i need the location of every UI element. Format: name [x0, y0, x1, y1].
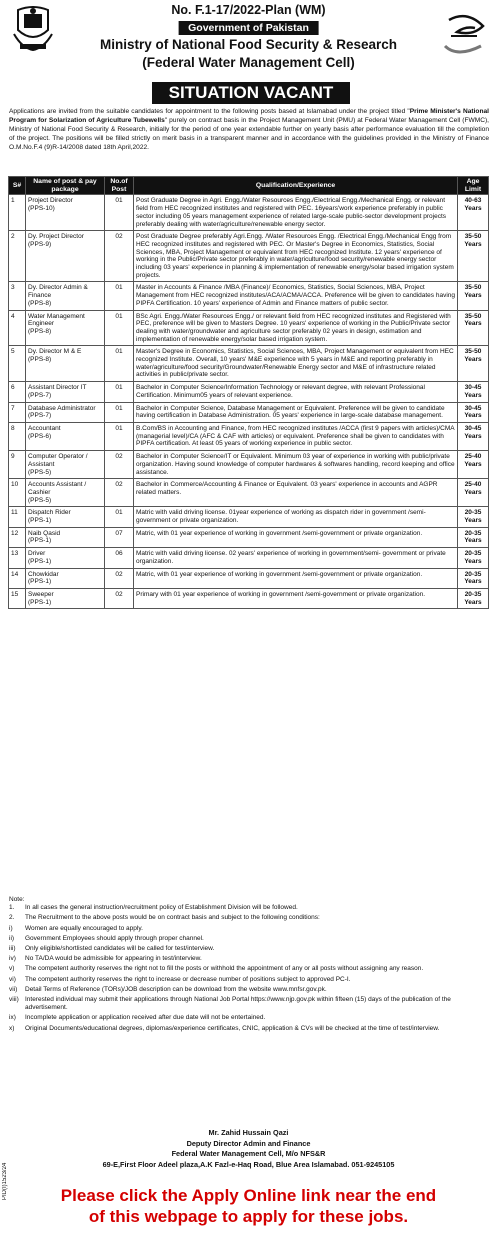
note-text: Only eligible/shortlisted candidates will be called for test/interview.	[25, 945, 215, 953]
ad-header	[0, 0, 497, 88]
note-marker: iv)	[9, 955, 16, 963]
col-qualification: Qualification/Experience	[134, 177, 458, 195]
qualification: B.Com/BS in Accounting and Finance, from HEC recognized institutes /ACCA (first 9 papers with articles)/CMA (managerial level)/CA (AFC & CAF with articles) or equivalent. Preference shall be given to candidates with PIPFA certification. At least 05 years of working experience in public sector.	[134, 422, 458, 450]
post-count: 02	[105, 588, 134, 608]
table-row	[9, 195, 489, 231]
age-limit: 25-40 Years	[458, 451, 489, 479]
situation-vacant-banner: SITUATION VACANT	[152, 82, 350, 104]
note-item	[9, 945, 489, 953]
post-name: Accountant (PPS-6)	[26, 422, 105, 450]
row-number: 5	[9, 346, 26, 382]
signatory-name: Mr. Zahid Hussain Qazi	[208, 1128, 289, 1137]
qualification: Matric, with 01 year experience of working in government /semi-government or private organization.	[134, 568, 458, 588]
qualification: Post Graduate Degree preferably Agri.Engg. /Water Resources Engg. /Electrical Engg./Mechanical Engg from HEC recognized institutes and registered with PEC. Or Master's Degree in Economics, Statistics, Social Sciences, MBA, Project Management or equivalent from HEC recognized Institute. 12 years' experience of working in the Public/Private sector preferably in water/agriculture/food security/renewable energy sector including 03 years' experience in planning & implementation of renewable energy/solar based irrigation system projects.	[134, 231, 458, 282]
pid-number: PID(I)1523/24	[2, 1162, 8, 1200]
note-marker: iii)	[9, 945, 16, 953]
post-count: 02	[105, 451, 134, 479]
post-name: Dy. Director Admin & Finance (PPS-8)	[26, 282, 105, 310]
istehkam-logo-icon	[437, 6, 491, 60]
age-limit: 35-50 Years	[458, 310, 489, 346]
qualification: Bachelor in Commerce/Accounting & Finance or Equivalent. 03 years' experience in accounts and AGPR related matters.	[134, 479, 458, 507]
qualification: Primary with 01 year experience of working in government /semi-government or private organization.	[134, 588, 458, 608]
table-row	[9, 588, 489, 608]
age-limit: 30-45 Years	[458, 422, 489, 450]
note-marker: vii)	[9, 985, 18, 993]
note-text: In all cases the general instruction/recruitment policy of Establishment Division will be followed.	[25, 904, 298, 912]
note-text: No TA/DA would be admissible for appearing in test/interview.	[25, 955, 202, 963]
post-count: 02	[105, 479, 134, 507]
age-limit: 25-40 Years	[458, 479, 489, 507]
row-number: 1	[9, 195, 26, 231]
note-marker: ix)	[9, 1014, 16, 1022]
qualification: Master in Accounts & Finance /MBA (Finance)/ Economics, Statistics, Social Sciences, MBA, Project Management from HEC recognized institutes/ACA/ACMA/ACCA. Preference will be given to candidates having PIPFA Certification. 10 years' experience of Admin and Finance matters of public sector.	[134, 282, 458, 310]
post-name: Accounts Assistant / Cashier (PPS-5)	[26, 479, 105, 507]
table-row	[9, 451, 489, 479]
age-limit: 35-50 Years	[458, 282, 489, 310]
note-text: Government Employees should apply through proper channel.	[25, 934, 204, 942]
row-number: 8	[9, 422, 26, 450]
note-item	[9, 1025, 489, 1033]
note-text: Original Documents/educational degrees, diplomas/experience certificates, CNIC, application & CVs will be checked at the time of test/interview.	[25, 1024, 440, 1032]
note-marker: 1.	[9, 904, 15, 912]
note-text: Women are equally encouraged to apply.	[25, 924, 143, 932]
ministry-title: Ministry of National Food Security & Research	[99, 37, 398, 52]
apply-notice-line: Please click the Apply Online link near the end	[60, 1186, 437, 1205]
note-text: Incomplete application or application received after due date will not be entertained.	[25, 1014, 266, 1022]
note-item	[9, 935, 489, 943]
qualification: Post Graduate Degree in Agri. Engg./Water Resources Engg./Electrical Engg./Mechanical Engg. or relevant field from HEC recognized institutes and registered with PEC. 16years'work experience preferably in public sector including 05 years management experience of related large-scale public-sector development projects preferably dealing with water/agriculture/renewable energy sector.	[134, 195, 458, 231]
post-count: 01	[105, 310, 134, 346]
age-limit: 30-45 Years	[458, 382, 489, 402]
note-item	[9, 976, 489, 984]
age-limit: 20-35 Years	[458, 548, 489, 568]
note-text: The Recruitment to the above posts would be on contract basis and subject to the following conditions:	[25, 914, 320, 922]
col-count: No.of Post	[105, 177, 134, 195]
signatory-office: Federal Water Management Cell, M/o NFS&R	[171, 1149, 326, 1158]
apply-online-notice	[0, 1186, 497, 1227]
table-row	[9, 346, 489, 382]
notes-section	[9, 896, 489, 1035]
post-count: 01	[105, 422, 134, 450]
note-text: Detail Terms of Reference (TORs)/JOB description can be download from the website www.mnfsr.gov.pk.	[25, 985, 327, 993]
table-row	[9, 402, 489, 422]
note-item	[9, 986, 489, 994]
table-row	[9, 310, 489, 346]
table-row	[9, 382, 489, 402]
signature-block	[0, 1128, 497, 1170]
cell-title: (Federal Water Management Cell)	[142, 55, 355, 70]
row-number: 14	[9, 568, 26, 588]
col-post: Name of post & pay package	[26, 177, 105, 195]
qualification: Master's Degree in Economics, Statistics, Social Sciences, MBA, Project Management or equivalent from HEC recognized Institute. Overall, 10 years' M&E experience with 5 years in M&E and reporting preferably in water/agriculture/food security/Groundwater/Renewable Energy sector and M&E of infrastructure related activities in public/private sector.	[134, 346, 458, 382]
apply-notice-line: of this webpage to apply for these jobs.	[88, 1206, 409, 1226]
note-item	[9, 965, 489, 973]
post-count: 02	[105, 231, 134, 282]
qualification: Matric with valid driving license. 02 years' experience of working in government/semi- government or private organization.	[134, 548, 458, 568]
age-limit: 40-63 Years	[458, 195, 489, 231]
note-marker: viii)	[9, 996, 19, 1004]
post-count: 06	[105, 548, 134, 568]
table-row	[9, 568, 489, 588]
table-row	[9, 479, 489, 507]
qualification: Bachelor in Computer Science/Information Technology or relevant degree, with relevant Professional Certification. Minimum05 years of relevant experience.	[134, 382, 458, 402]
vacancy-table	[8, 176, 489, 609]
note-marker: ii)	[9, 934, 15, 942]
post-count: 01	[105, 346, 134, 382]
table-row	[9, 548, 489, 568]
row-number: 15	[9, 588, 26, 608]
row-number: 13	[9, 548, 26, 568]
signatory-designation: Deputy Director Admin and Finance	[186, 1138, 311, 1148]
post-count: 01	[105, 402, 134, 422]
row-number: 4	[9, 310, 26, 346]
ad-number: No. F.1-17/2022-Plan (WM)	[171, 3, 326, 17]
qualification: Matric with valid driving license. 01year experience of working as dispatch rider in government /semi-government or private organization.	[134, 507, 458, 527]
qualification: Bachelor in Computer Science, Database Management or Equivalent. Preference will be given to candidate having certification in Database Administration. 05 years' experience in large-scale database management.	[134, 402, 458, 422]
col-age: Age Limit	[458, 177, 489, 195]
note-item	[9, 955, 489, 963]
signatory-address: 69-E,First Floor Adeel plaza,A.K Fazl-e-Haq Road, Blue Area Islamabad. 051-9245105	[102, 1159, 395, 1169]
row-number: 12	[9, 527, 26, 547]
qualification: Matric, with 01 year experience of working in government /semi-government or private organization.	[134, 527, 458, 547]
col-sn: S#	[9, 177, 26, 195]
row-number: 3	[9, 282, 26, 310]
post-count: 07	[105, 527, 134, 547]
post-name: Dy. Project Director (PPS-9)	[26, 231, 105, 282]
note-text: Interested individual may submit their applications through National Job Portal https://www.njp.gov.pk within fifteen (15) days of the publication of the advertisement.	[25, 996, 451, 1012]
table-row	[9, 231, 489, 282]
note-marker: vi)	[9, 975, 16, 983]
government-label: Government of Pakistan	[178, 21, 319, 35]
row-number: 10	[9, 479, 26, 507]
note-marker: 2.	[9, 914, 15, 922]
table-row	[9, 527, 489, 547]
post-name: Computer Operator / Assistant (PPS-5)	[26, 451, 105, 479]
post-name: Chowkidar (PPS-1)	[26, 568, 105, 588]
note-item	[9, 904, 489, 912]
post-name: Assistant Director IT (PPS-7)	[26, 382, 105, 402]
table-row	[9, 507, 489, 527]
post-name: Dispatch Rider (PPS-1)	[26, 507, 105, 527]
post-count: 01	[105, 282, 134, 310]
age-limit: 30-45 Years	[458, 402, 489, 422]
age-limit: 20-35 Years	[458, 588, 489, 608]
age-limit: 20-35 Years	[458, 568, 489, 588]
note-text: The competent authority reserves the right not to fill the posts or withhold the appointment of any or all posts without assigning any reason.	[25, 965, 424, 973]
notes-heading: Note:	[9, 896, 25, 903]
note-marker: v)	[9, 965, 15, 973]
age-limit: 35-50 Years	[458, 231, 489, 282]
row-number: 7	[9, 402, 26, 422]
age-limit: 20-35 Years	[458, 507, 489, 527]
note-item	[9, 914, 489, 922]
post-name: Sweeper (PPS-1)	[26, 588, 105, 608]
note-marker: x)	[9, 1024, 15, 1032]
row-number: 9	[9, 451, 26, 479]
row-number: 11	[9, 507, 26, 527]
post-name: Water Management Engineer (PPS-8)	[26, 310, 105, 346]
age-limit: 35-50 Years	[458, 346, 489, 382]
post-name: Database Administrator (PPS-7)	[26, 402, 105, 422]
note-item	[9, 996, 489, 1012]
post-count: 01	[105, 195, 134, 231]
note-text: The competent authority reserves the right to increase or decrease number of positions subject to approved PC-I.	[25, 975, 351, 983]
row-number: 2	[9, 231, 26, 282]
table-row	[9, 282, 489, 310]
note-marker: i)	[9, 924, 13, 932]
qualification: BSc Agri. Engg./Water Resources Engg./ or relevant field from HEC recognized institutes and Registered with PEC, preference will be given to Masters Degree. 10 years' experience of working in the Public/Private sector dealing with water/groundwater and agriculture sector preferably 02 years in design, estimation and implementation of renewable energy/solar based irrigation system.	[134, 310, 458, 346]
note-item	[9, 925, 489, 933]
post-count: 02	[105, 568, 134, 588]
age-limit: 20-35 Years	[458, 527, 489, 547]
row-number: 6	[9, 382, 26, 402]
table-header-row	[9, 177, 489, 195]
table-row	[9, 422, 489, 450]
post-name: Driver (PPS-1)	[26, 548, 105, 568]
post-count: 01	[105, 382, 134, 402]
post-count: 01	[105, 507, 134, 527]
post-name: Project Director (PPS-10)	[26, 195, 105, 231]
qualification: Bachelor in Computer Science/IT or Equivalent. Minimum 03 year of experience in working with public/private organization. Having sound knowledge of computer hardwares & softwares handling, record keeping and office assistance.	[134, 451, 458, 479]
note-item	[9, 1014, 489, 1022]
post-name: Naib Qasid (PPS-1)	[26, 527, 105, 547]
post-name: Dy. Director M & E (PPS-8)	[26, 346, 105, 382]
intro-paragraph: Applications are invited from the suitable candidates for appointment to the following posts based at Islamabad under the project titled "Prime Minister's National Program for Solarization of Agriculture Tubewells" purely on contract basis in the Project Management Unit (PMU) at Federal Water Management Cell (FWMC), Ministry of National Food Security & Research, initially for the period of one year extendable further on yearly basis after performance evaluation till the completion of the project. The positions will be filled strictly on merit basis in a transparent manner and in accordance with the guidelines provided in the Ministry of Finance O.M.No.F.4 (9)R-14/2008 dated 18th April,2022.	[9, 108, 489, 151]
